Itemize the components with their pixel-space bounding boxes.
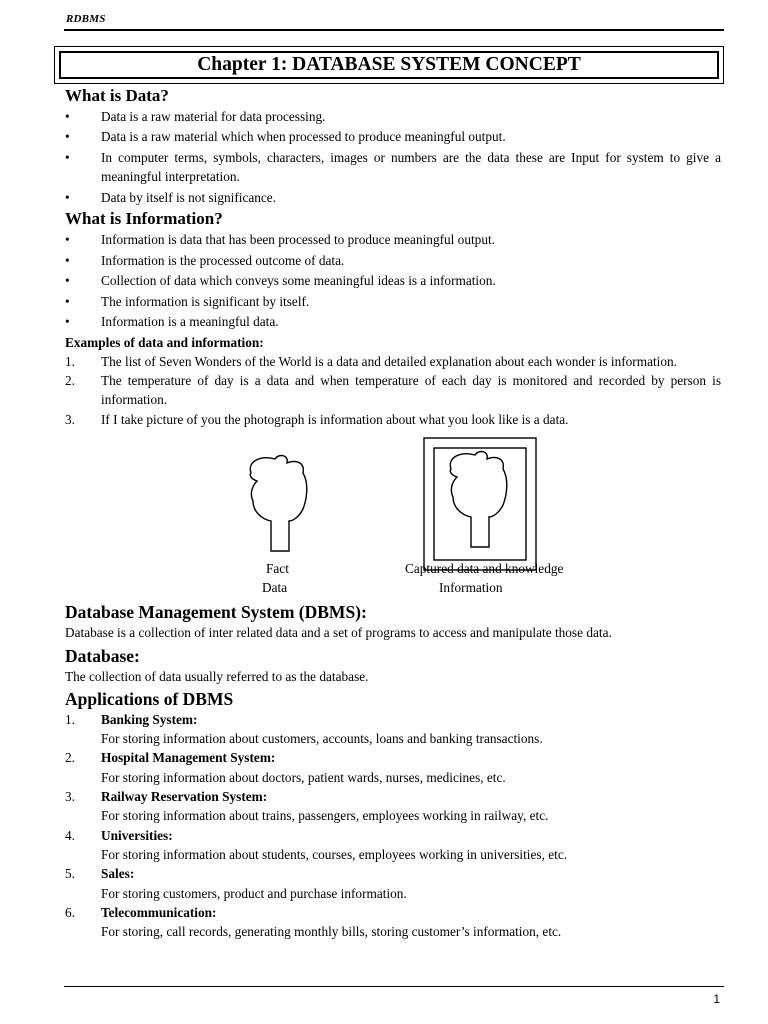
- item-number: 2.: [65, 750, 75, 766]
- list-item: • Data by itself is not significance.: [65, 188, 721, 207]
- what-is-data-heading: What is Data?: [65, 86, 169, 105]
- list-item: • The information is significant by itself.: [65, 292, 721, 311]
- list-item: • In computer terms, symbols, characters, images or numbers are the data these are Input for system to give a meaningful interpretation.: [65, 148, 721, 187]
- database-heading: Database:: [65, 645, 140, 666]
- item-text: For storing information about customers, accounts, loans and banking transactions.: [101, 731, 543, 747]
- what-is-information-list: [65, 230, 721, 331]
- captured-photo-frame-image: [423, 437, 537, 571]
- item-title: Banking System:: [101, 711, 198, 727]
- item-number: 1.: [65, 711, 75, 727]
- what-is-data-list: [65, 107, 721, 207]
- list-item: [65, 371, 721, 410]
- list-item: • Collection of data which conveys some meaningful ideas is a information.: [65, 271, 721, 290]
- information-caption: Information: [439, 579, 503, 595]
- item-number: 5.: [65, 866, 75, 882]
- item-number: 3.: [65, 789, 75, 805]
- list-item: [65, 410, 721, 429]
- item-number: 6.: [65, 904, 75, 920]
- list-item: [65, 710, 721, 749]
- fact-silhouette-image: [245, 453, 315, 553]
- list-item: • Information is a meaningful data.: [65, 312, 721, 331]
- item-text: For storing customers, product and purchase information.: [101, 885, 407, 901]
- header-rule: [64, 29, 724, 31]
- list-item: [65, 903, 721, 942]
- list-item: • Information is data that has been processed to produce meaningful output.: [65, 230, 721, 249]
- item-text: For storing information about students, courses, employees working in universities, etc.: [101, 846, 568, 862]
- list-item: • Data is a raw material for data processing.: [65, 107, 721, 126]
- running-header: RDBMS: [66, 13, 106, 25]
- fact-caption: Fact: [266, 560, 289, 576]
- item-title: Hospital Management System:: [101, 750, 276, 766]
- list-item: • Data is a raw material which when processed to produce meaningful output.: [65, 127, 721, 146]
- item-text: If I take picture of you the photograph is information about what you look like is a data.: [101, 411, 569, 427]
- item-title: Telecommunication:: [101, 904, 217, 920]
- item-text: The list of Seven Wonders of the World is a data and detailed explanation about each wonder is information.: [101, 353, 677, 369]
- list-item: [65, 826, 721, 865]
- item-number: 3.: [65, 411, 75, 427]
- applications-heading: Applications of DBMS: [65, 688, 234, 709]
- item-number: 1.: [65, 353, 75, 369]
- item-text: The temperature of day is a data and when temperature of each day is monitored and recorded by person is information.: [101, 372, 721, 408]
- data-information-figure: [65, 429, 721, 601]
- applications-list: [65, 710, 721, 942]
- footer-rule: [64, 986, 724, 987]
- dbms-heading: Database Management System (DBMS):: [65, 601, 367, 622]
- captured-caption: Captured data and knowledge: [405, 560, 564, 576]
- item-text: For storing information about doctors, patient wards, nurses, medicines, etc.: [101, 769, 506, 785]
- item-title: Railway Reservation System:: [101, 789, 268, 805]
- item-number: 2.: [65, 372, 75, 388]
- data-caption: Data: [262, 579, 288, 595]
- item-number: 4.: [65, 827, 75, 843]
- item-text: For storing, call records, generating monthly bills, storing customer’s information, etc.: [101, 924, 562, 940]
- page-number: 1: [713, 992, 720, 1006]
- list-item: • Information is the processed outcome of data.: [65, 251, 721, 270]
- database-text: The collection of data usually referred to as the database.: [65, 668, 369, 684]
- examples-heading: Examples of data and information:: [65, 334, 264, 350]
- list-item: [65, 787, 721, 826]
- what-is-information-heading: What is Information?: [65, 209, 223, 229]
- dbms-text: Database is a collection of inter related data and a set of programs to access and manipulate those data.: [65, 624, 612, 640]
- list-item: [65, 352, 721, 371]
- chapter-title-box: [54, 46, 724, 84]
- page-content: [65, 85, 721, 941]
- item-text: For storing information about trains, passengers, employees working in railway, etc.: [101, 808, 549, 824]
- chapter-title: Chapter 1: DATABASE SYSTEM CONCEPT: [59, 51, 719, 79]
- item-title: Universities:: [101, 827, 173, 843]
- examples-list: [65, 352, 721, 429]
- list-item: [65, 748, 721, 787]
- list-item: [65, 864, 721, 903]
- item-title: Sales:: [101, 866, 135, 882]
